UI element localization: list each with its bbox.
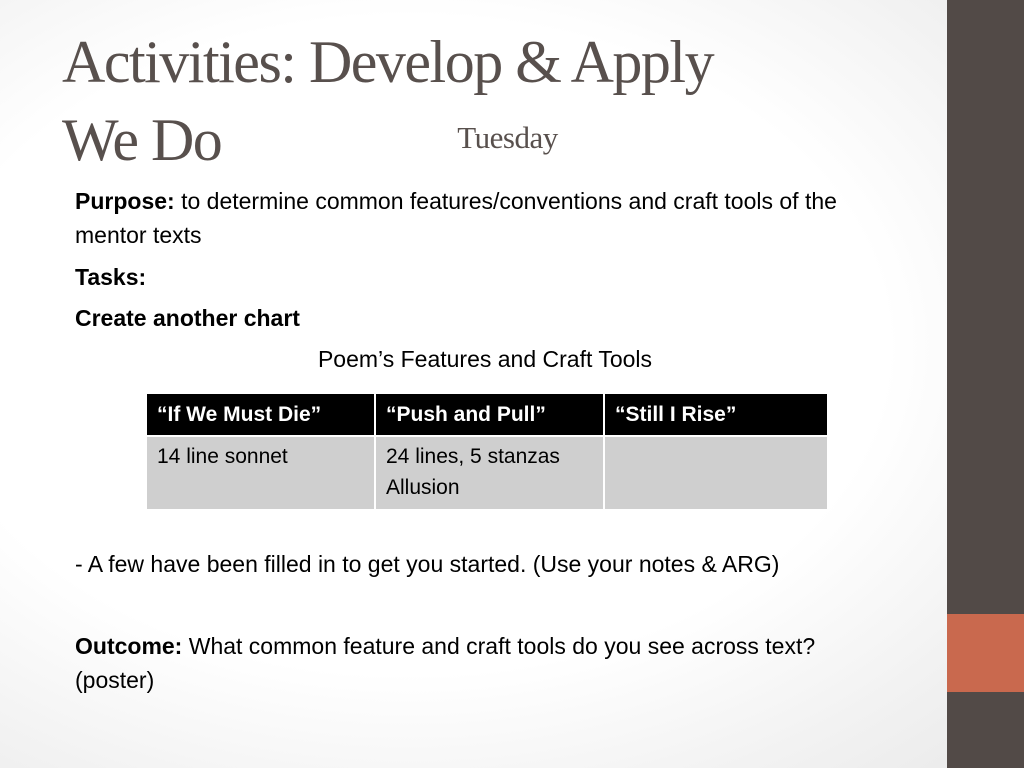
table-header-cell: “Still I Rise” [604,393,828,436]
note-paragraph [75,547,895,581]
outcome-paragraph [75,629,895,697]
outcome-label: Outcome: [75,633,183,659]
chart-caption-text: Poem’s Features and Craft Tools [317,346,653,372]
title-line-1: Activities: Develop & Apply [62,29,714,95]
note-text: - A few have been filled in to get you started. (Use your notes & ARG) [75,551,780,577]
chart-caption [75,342,895,376]
features-table [145,392,829,511]
table-cell [146,436,375,510]
purpose-text: to determine common features/conventions and craft tools of the mentor texts [75,188,837,248]
decorative-sidebar [947,0,1024,768]
create-label: Create another chart [75,305,300,331]
table-row [146,436,828,510]
create-chart-heading [75,301,895,335]
purpose-label: Purpose: [75,188,175,214]
outcome-text: What common feature and craft tools do you see across text? (poster) [75,633,816,693]
table-header-cell: “If We Must Die” [146,393,375,436]
title-we-do: We Do [62,107,222,173]
tasks-label: Tasks: [75,264,147,290]
title-day: Tuesday [457,120,558,155]
sidebar-accent-block [947,614,1024,692]
cell-line: 14 line sonnet [157,445,288,468]
cell-line: Allusion [386,476,460,499]
table-header-row [146,393,828,436]
tasks-heading [75,260,895,294]
cell-line: 24 lines, 5 stanzas [386,445,560,468]
table-header-cell: “Push and Pull” [375,393,604,436]
title-line-2 [62,100,922,178]
purpose-paragraph [75,184,895,252]
table-cell [375,436,604,510]
slide-title [62,24,922,178]
table-cell-empty [604,436,828,510]
